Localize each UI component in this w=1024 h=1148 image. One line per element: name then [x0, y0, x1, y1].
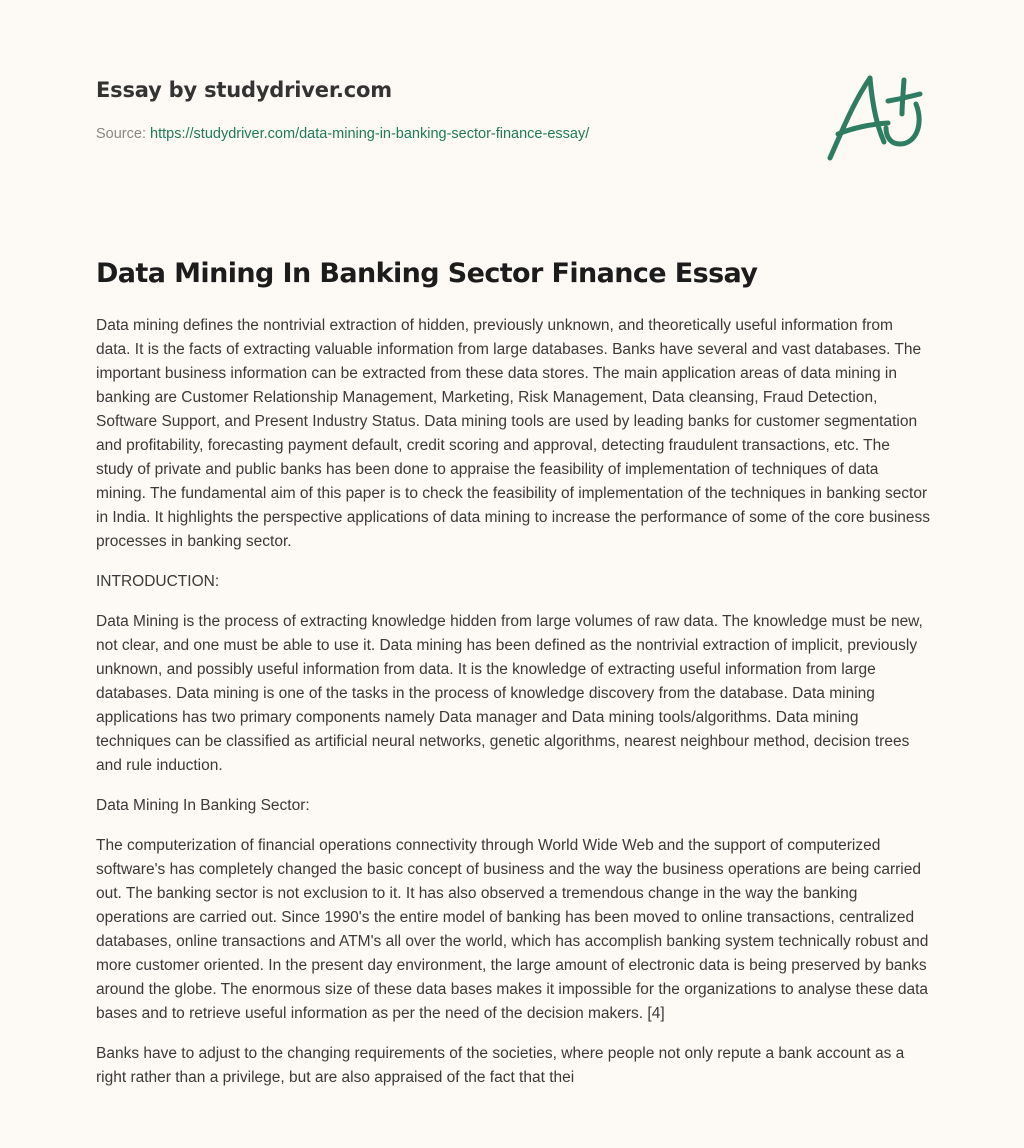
truncated-paragraph: Banks have to adjust to the changing requirements of the societies, where people not only repute a bank account as a right rather than a privilege, but are also appraised of the fact that thei: [96, 1045, 905, 1086]
introduction-paragraph: Data Mining is the process of extracting knowledge hidden from large volumes of raw data. The knowledge must be new, not clear, and one must be able to use it. Data mining has been defined as the nontrivial extraction of implicit, previously unknown, and possibly useful information from data. It is the knowledge of extracting useful information from large databases. Data mining is one of the tasks in the process of knowledge discovery from the database. Data mining applications has two primary components namely Data manager and Data mining tools/algorithms. Data mining techniques can be classified as artificial neural networks, genetic algorithms, nearest neighbour method, decision trees and rule induction.: [96, 613, 923, 774]
brand-title: Essay by studydriver.com: [96, 78, 392, 102]
abstract-paragraph: Data mining defines the nontrivial extraction of hidden, previously unknown, and theoretically useful information from data. It is the facts of extracting valuable information from large databases. Banks have several and vast databases. The important business information can be extracted from these data stores. The main application areas of data mining in banking are Customer Relationship Management, Marketing, Risk Management, Data cleansing, Fraud Detection, Software Support, and Present Industry Status. Data mining tools are used by leading banks for customer segmentation and profitability, forecasting payment default, credit scoring and approval, detecting fraudulent transactions, etc. The study of private and public banks has been done to appraise the feasibility of implementation of techniques of data mining. The fundamental aim of this paper is to check the feasibility of implementation of the techniques in banking sector in India. It highlights the perspective applications of data mining to increase the performance of some of the core business processes in banking sector.: [96, 317, 931, 550]
banking-sector-paragraph: The computerization of financial operations connectivity through World Wide Web and the support of computerized software's has completely changed the basic concept of business and the way the business operations are being carried out. The banking sector is not exclusion to it. It has also observed a tremendous change in the way the banking operations are carried out. Since 1990's the entire model of banking has been moved to online transactions, centralized databases, online transactions and ATM's all over the world, which has accomplish banking system technically robust and more customer oriented. In the present day environment, the large amount of electronic data is being preserved by banks around the globe. The enormous size of these data bases makes it impossible for the organizations to analyse these data bases and to retrieve useful information as per the need of the decision makers. [4]: [96, 837, 929, 1022]
document-body: [96, 314, 931, 1106]
source-label: Source:: [96, 126, 146, 142]
section-heading-banking-sector: Data Mining In Banking Sector:: [96, 797, 310, 814]
source-line: [96, 124, 796, 144]
document-title: Data Mining In Banking Sector Finance Essay: [96, 258, 758, 289]
source-link[interactable]: https://studydriver.com/data-mining-in-banking-sector-finance-essay/: [150, 126, 590, 142]
a-plus-grade-icon: [820, 66, 930, 166]
section-heading-introduction: INTRODUCTION:: [96, 573, 220, 590]
page-header: [96, 76, 796, 144]
